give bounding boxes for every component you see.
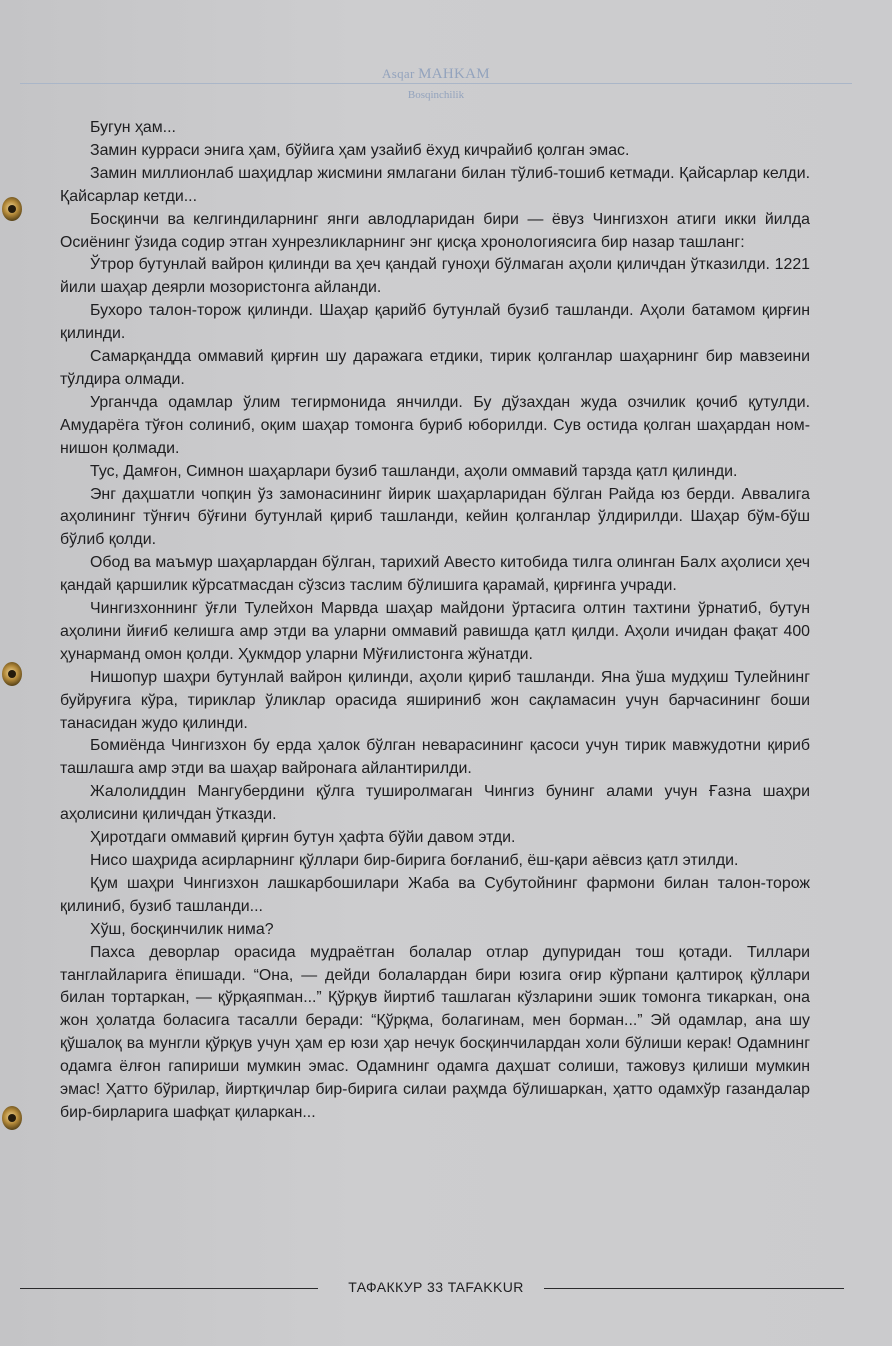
paragraph: Замин миллионлаб шаҳидлар жисмини ямлагани билан тўлиб-тошиб кетмади. Қайсарлар келди. Қайсарлар кетди... <box>60 164 810 205</box>
paragraph: Замин курраси энига ҳам, бўйига ҳам узайиб ёхуд кичрайиб қолган эмас. <box>90 141 630 159</box>
binder-hole-icon <box>2 197 22 221</box>
binder-hole-icon <box>2 662 22 686</box>
paragraph: Хўш, босқинчилик нима? <box>90 920 274 938</box>
paragraph: Бугун ҳам... <box>90 119 176 136</box>
running-header-title: Bosqinchilik <box>407 89 465 101</box>
paragraph: Нишопур шаҳри бутунлай вайрон қилинди, аҳоли қириб ташланди. Яна ўша мудҳиш Тулейнинг буйруғига кўра, тириклар ўликлар орасида яшириниб жон сақламасин учун барчасининг боши танасидан жудо қилинди. <box>60 668 810 732</box>
paragraph: Пахса деворлар орасида мудраётган болалар отлар дупуридан тош қотади. Тиллари танглайларига ёпишади. “Она, — дейди болалардан бири юзига оғир кўрпани қалтироқ қўллари билан тортаркан, — қўрқаяпман...” Қўрқув йиртиб ташлаган кўзларини эшик томонга тикаркан, она жон ҳолатда боласига тасалли беради: “Қўрқма, болагинам, мен борман...” Эй одамлар, ана шу қўшалоқ ва мунгли қўрқув учун ҳам ер юзи ҳар нечук босқинчилардан холи бўлиши керак! Одамнинг одамга ёлғон гапириши мумкин эмас. Одамнинг одамга даҳшат солиши, тажовуз қилиши мумкин эмас! Ҳатто бўрилар, йиртқичлар бир-бирига силаи раҳмда бўлишаркан, ҳатто одамхўр газандалар бир-бирларига шафқат қиларкан... <box>60 943 810 1121</box>
paragraph: Урганчда одамлар ўлим тегирмонида янчилди. Бу дўзахдан жуда озчилик қочиб қутулди. Амударёга тўғон солиниб, оқим шаҳар томонга буриб юборилди. Сув остида қолган шаҳардан ном-нишон қолмади. <box>60 393 810 457</box>
paragraph: Тус, Дамғон, Симнон шаҳарлари бузиб ташланди, аҳоли оммавий тарзда қатл қилинди. <box>90 462 738 480</box>
paragraph: Бухоро талон-торож қилинди. Шаҳар қарийб бутунлай бузиб ташланди. Аҳоли батамом қирғин қилинди. <box>60 302 810 343</box>
paragraph: Қум шаҳри Чингизхон лашкарбошилари Жаба ва Субутойнинг фармони билан талон-торож қилиниб, бузиб ташланди... <box>60 874 810 915</box>
paragraph: Бомиёнда Чингизхон бу ерда ҳалок бўлган неварасининг қасоси учун тирик мавжудотни қириб ташлашга амр этди ва шаҳар вайронага айлантирилди. <box>60 737 810 778</box>
footer-journal-label: ТАФАККУР 33 TAFAKKUR <box>348 1279 524 1295</box>
paragraph: Самарқандда оммавий қирғин шу даражага етдики, тирик қолганлар шаҳарнинг бир мавзеини тўлдира олмади. <box>60 348 810 388</box>
author-last-name: MAHKAM <box>418 66 490 82</box>
paragraph: Чингизхоннинг ўғли Тулейхон Марвда шаҳар майдони ўртасига олтин тахтини ўрнатиб, бутун аҳолини йиғиб келишга амр этди ва уларни оммавий равишда қатл қилди. Аҳоли ичидан фақат 400 ҳунарманд омон қолди. Ҳукмдор уларни Мўғилистонга жўнатди. <box>60 600 810 663</box>
paragraph: Ҳиротдаги оммавий қирғин бутун ҳафта бўйи давом этди. <box>90 829 516 847</box>
header-rule <box>20 83 852 84</box>
paragraph: Босқинчи ва келгиндиларнинг янги авлодларидан бири — ёвуз Чингизхон атиги икки йилда Осиёнинг ўзида содир этган хунрезликларнинг энг қисқа хронологиясига бир назар ташланг: <box>60 210 810 251</box>
running-header-author <box>0 66 872 83</box>
article-body <box>60 117 810 1125</box>
paragraph: Энг даҳшатли чопқин ўз замонасининг йирик шаҳарларидан бўлган Райда юз берди. Аввалига аҳолининг тўнғич бўғини бутунлай қириб ташланди, кейин қолганлар ўлдирилди. Шаҳар бўм-бўш бўлиб қолди. <box>60 485 810 549</box>
paragraph: Обод ва маъмур шаҳарлардан бўлган, тарихий Авесто китобида тилга олинган Балх аҳолиси ҳеч қандай қаршилик кўрсатмасдан сўзсиз таслим бўлишига қарамай, қирғинга учради. <box>60 554 810 595</box>
author-first-name: Asqar <box>382 66 415 81</box>
binder-hole-icon <box>2 1106 22 1130</box>
paragraph: Нисо шаҳрида асирларнинг қўллари бир-бирига боғланиб, ёш-қари аёвсиз қатл этилди. <box>90 852 739 869</box>
paragraph: Жалолиддин Мангубердини қўлга туширолмаган Чингиз бунинг алами учун Ғазна шаҳри аҳолисини қиличдан ўтказди. <box>60 783 810 824</box>
footer-rule-right <box>544 1288 844 1289</box>
paragraph: Ўтрор бутунлай вайрон қилинди ва ҳеч қандай гуноҳи бўлмаган аҳоли қиличдан ўтказилди. 1221 йили шаҳар деярли мозористонга айланди. <box>60 256 810 297</box>
